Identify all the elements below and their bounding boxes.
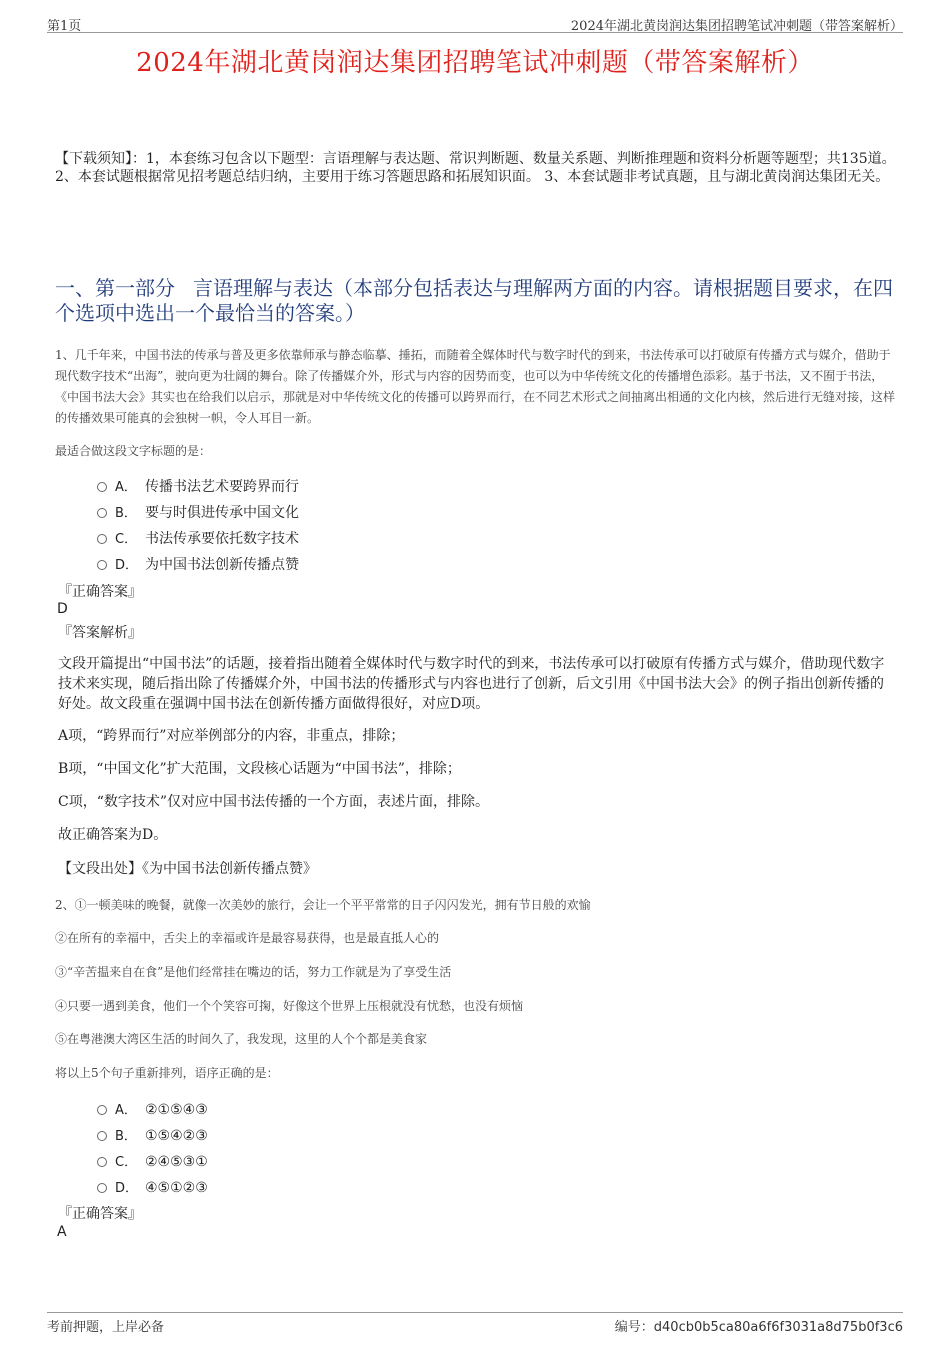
q1-option-b[interactable] — [97, 502, 299, 522]
radio-icon[interactable] — [97, 534, 107, 544]
option-letter: C． — [115, 1155, 138, 1170]
q2-ask: 将以上5个句子重新排列，语序正确的是： — [55, 1066, 279, 1080]
radio-icon[interactable] — [97, 508, 107, 518]
q1-answer-label: 『正确答案』 — [58, 584, 142, 600]
option-text: 为中国书法创新传播点赞 — [145, 557, 299, 573]
q1-analysis-b: B项，“中国文化”扩大范围，文段核心话题为“中国书法”，排除； — [58, 761, 461, 777]
option-text: ②④⑤③① — [145, 1154, 208, 1170]
q2-sentence-3: ③“辛苦揾来自在食”是他们经常挂在嘴边的话，努力工作就是为了享受生活 — [55, 965, 452, 979]
q2-option-a[interactable] — [97, 1099, 208, 1118]
footer-code-value: d40cb0b5ca80a6f6f3031a8d75b0f3c6 — [653, 1320, 903, 1335]
q1-analysis-c: C项，“数字技术”仅对应中国书法传播的一个方面，表述片面，排除。 — [58, 794, 490, 810]
radio-icon[interactable] — [97, 482, 107, 492]
page-footer — [47, 1312, 903, 1333]
option-text: 要与时俱进传承中国文化 — [145, 505, 299, 521]
option-text: ②①⑤④③ — [145, 1102, 208, 1118]
q2-answer-label: 『正确答案』 — [58, 1206, 142, 1222]
document-title: 2024年湖北黄岗润达集团招聘笔试冲刺题（带答案解析） — [136, 48, 814, 78]
q1-analysis-conclusion: 故正确答案为D。 — [58, 827, 168, 843]
q1-ask: 最适合做这段文字标题的是： — [55, 444, 212, 458]
q2-sentence-5: ⑤在粤港澳大湾区生活的时间久了，我发现，这里的人个个都是美食家 — [55, 1032, 428, 1046]
q1-analysis-a: A项，“跨界而行”对应举例部分的内容，非重点，排除； — [58, 728, 405, 744]
page-number: 第1页 — [47, 19, 82, 34]
section-part: 一、第一部分 — [55, 276, 175, 300]
section-description: 言语理解与表达（本部分包括表达与理解两方面的内容。请根据题目要求，在四个选项中选出一个最恰当的答案。） — [55, 276, 893, 325]
q2-option-c[interactable] — [97, 1151, 208, 1170]
q2-sentence-2: ②在所有的幸福中，舌尖上的幸福或许是最容易获得，也是最直抵人心的 — [55, 931, 440, 945]
q1-source: 【文段出处】《为中国书法创新传播点赞》 — [58, 861, 317, 877]
radio-icon[interactable] — [97, 1157, 107, 1167]
download-notice: 【下载须知】：1，本套练习包含以下题型：言语理解与表达题、常识判断题、数量关系题、判断推理题和资料分析题等题型；共135道。 2、本套试题根据常见招考题总结归纳，主要用于练习答题思路和拓展知识面。 3、本套试题非考试真题，且与湖北黄岗润达集团无关。 — [55, 151, 896, 185]
option-letter: B． — [115, 1129, 137, 1144]
q1-answer: D — [57, 601, 68, 617]
section-heading — [55, 276, 900, 326]
footer-slogan: 考前押题，上岸必备 — [47, 1320, 165, 1335]
option-text: ①⑤④②③ — [145, 1128, 208, 1144]
footer-code — [615, 1316, 903, 1335]
option-letter: D． — [115, 558, 139, 573]
option-letter: A． — [115, 480, 137, 495]
q1-body: 1、几千年来，中国书法的传承与普及更多依靠师承与静态临摹、捶拓，而随着全媒体时代与数字时代的到来，书法传承可以打破原有传播方式与媒介，借助于现代数字技术“出海”，驶向更为壮阔的舞台。除了传播媒介外，形式与内容的因势而变，也可以为中华传统文化的传播增色添彩。基于书法，又不囿于书法，《中国书法大会》其实也在给我们以启示，那就是对中华传统文化的传播可以跨界而行，在不同艺术形式之间抽离出相通的文化内核，然后进行无缝对接，这样的传播效果可能真的会独树一帜，令人耳目一新。 — [55, 348, 896, 425]
q1-option-d[interactable] — [97, 554, 299, 574]
option-letter: C． — [115, 532, 138, 547]
header-doc-title: 2024年湖北黄岗润达集团招聘笔试冲刺题（带答案解析） — [570, 19, 903, 34]
q1-analysis-paragraph: 文段开篇提出“中国书法”的话题，接着指出随着全媒体时代与数字时代的到来，书法传承可以打破原有传播方式与媒介，借助现代数字技术来实现，随后指出除了传播媒介外，中国书法的传播形式与内容也进行了创新，后文引用《中国书法大会》的例子指出创新传播的好处。故文段重在强调中国书法在创新传播方面做得很好，对应D项。 — [58, 656, 885, 712]
q1-option-a[interactable] — [97, 476, 299, 496]
option-text: 书法传承要依托数字技术 — [145, 531, 299, 547]
q1-option-c[interactable] — [97, 528, 299, 548]
option-letter: B． — [115, 506, 137, 521]
option-text: 传播书法艺术要跨界而行 — [145, 479, 299, 495]
radio-icon[interactable] — [97, 1183, 107, 1193]
q2-sentence-4: ④只要一遇到美食，他们一个个笑容可掬，好像这个世界上压根就没有忧愁，也没有烦恼 — [55, 999, 524, 1013]
q1-analysis-label: 『答案解析』 — [58, 625, 142, 641]
option-letter: A． — [115, 1103, 137, 1118]
q2-answer: A — [57, 1224, 67, 1240]
radio-icon[interactable] — [97, 1105, 107, 1115]
q2-option-b[interactable] — [97, 1125, 208, 1144]
option-letter: D． — [115, 1181, 139, 1196]
radio-icon[interactable] — [97, 1131, 107, 1141]
radio-icon[interactable] — [97, 560, 107, 570]
q2-option-d[interactable] — [97, 1177, 208, 1196]
q2-sentence-1: 2、①一顿美味的晚餐，就像一次美妙的旅行，会让一个平平常常的日子闪闪发光，拥有节日般的欢愉 — [55, 898, 591, 912]
footer-code-label: 编号： — [614, 1320, 654, 1335]
page-header — [47, 12, 903, 33]
option-text: ④⑤①②③ — [145, 1180, 208, 1196]
